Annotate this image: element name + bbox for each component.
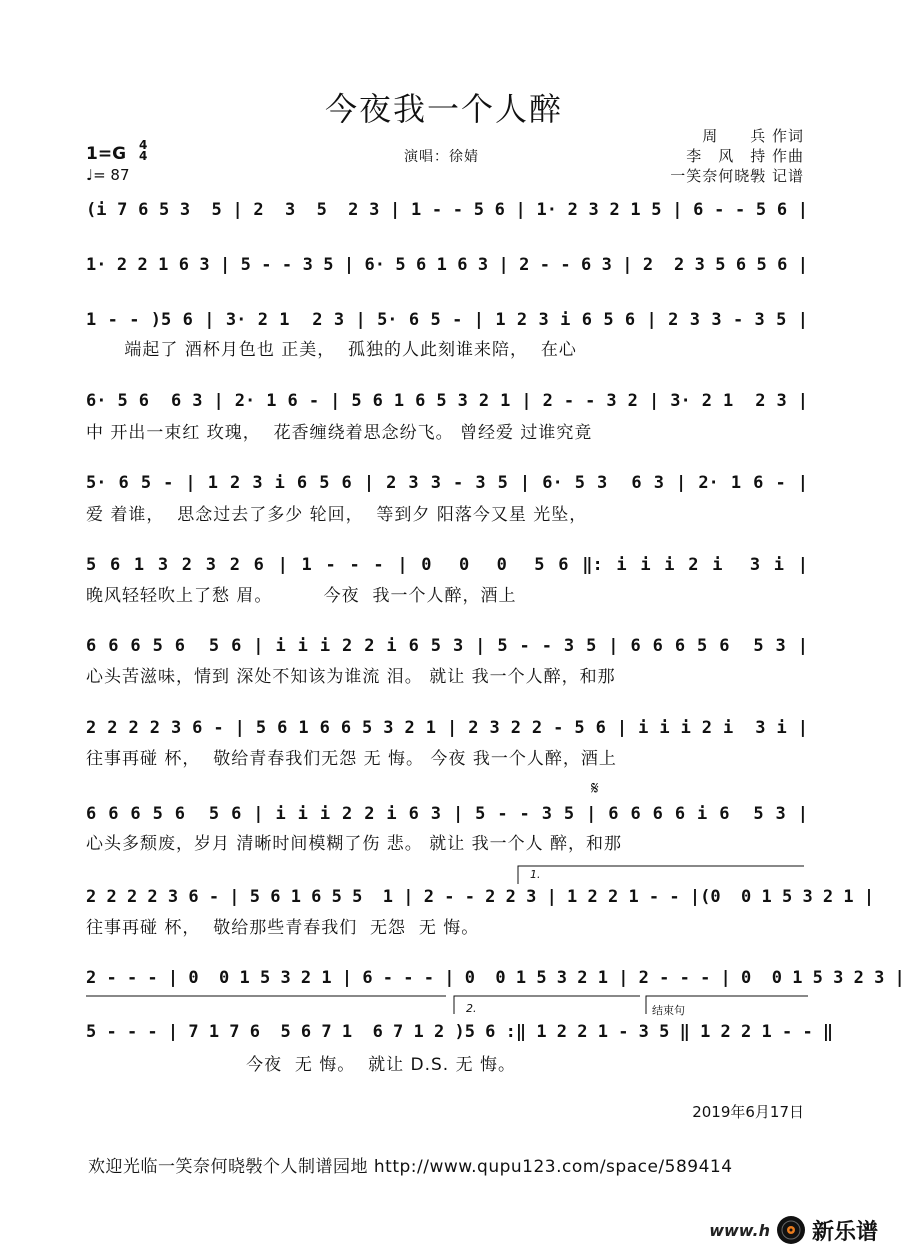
notation-row-3: 1 - - )5 6 | 3· 2 1 2 3 | 5· 6 5 - | 1 2 3 i 6 5 6 | 2 3 3 - 3 5 | [86, 310, 808, 330]
lyric-row-6: 晚风轻轻吹上了愁 眉。 今夜 我一个人醉，酒上 [86, 586, 517, 606]
notation-row-12: 5 - - - | 7 1 7 6 5 6 7 1 6 7 1 2 )5 6 :‖ 1 2 2 1 - 3 5 ‖ 1 2 2 1 - - ‖ [86, 1022, 834, 1042]
composer-credit: 李 风 持 作曲 [686, 147, 804, 165]
notation-row-5: 5· 6 5 - | 1 2 3 i 6 5 6 | 2 3 3 - 3 5 | 6· 5 3 6 3 | 2· 1 6 - | [86, 473, 808, 493]
time-signature-bottom: 4 [139, 149, 148, 163]
notation-row-1: (i 7 6 5 3 5 | 2 3 5 2 3 | 1 - - 5 6 | 1· 2 3 2 1 5 | 6 - - 5 6 | [86, 200, 808, 220]
ending-phrase-label: 结束句 [652, 1004, 685, 1017]
time-signature [139, 140, 147, 162]
lyric-row-12: 今夜 无 悔。 就让 D.S. 无 悔。 [86, 1055, 517, 1075]
notation-row-4: 6· 5 6 6 3 | 2· 1 6 - | 5 6 1 6 5 3 2 1 | 2 - - 3 2 | 3· 2 1 2 3 | [86, 391, 808, 411]
watermark-url: www.h [709, 1220, 770, 1240]
time-signature-top: 4 [139, 138, 148, 152]
footer-text: 欢迎光临一笑奈何晓斅个人制谱园地 http://www.qupu123.com/space/589414 [88, 1157, 733, 1177]
transcription-date: 2019年6月17日 [692, 1103, 804, 1121]
lyric-row-10: 往事再碰 杯， 敬给那些青春我们 无怨 无 悔。 [86, 918, 480, 938]
watermark-brand: 新乐谱 [811, 1219, 878, 1245]
lyric-row-3: 端起了 酒杯月色也 正美， 孤独的人此刻谁来陪， 在心 [86, 340, 577, 360]
first-ending-label: 1. [530, 868, 541, 881]
notation-row-9: 6 6 6 5 6 5 6 | i i i 2 2 i 6 3 | 5 - - 3 5 | 6 6 6 6 i 6 5 3 | [86, 804, 808, 824]
lyric-row-8: 往事再碰 杯， 敬给青春我们无怨 无 悔。 今夜 我一个人醉，酒上 [86, 749, 617, 769]
first-ending-bracket [516, 864, 806, 884]
notation-row-10: 2 2 2 2 3 6 - | 5 6 1 6 5 5 1 | 2 - - 2 2 3 | 1 2 2 1 - - |(0 0 1 5 3 2 1 | [86, 887, 875, 907]
lyric-row-9: 心头多颓废，岁月 清晰时间模糊了伤 悲。 就让 我一个人 醉，和那 [86, 834, 623, 854]
tempo-marking: ♩= 87 [86, 166, 130, 184]
transcriber-credit: 一笑奈何晓斅 记谱 [670, 167, 804, 185]
second-ending-label: 2. [466, 1002, 477, 1015]
notation-row-2: 1· 2 2 1 6 3 | 5 - - 3 5 | 6· 5 6 1 6 3 | 2 - - 6 3 | 2 2 3 5 6 5 6 | [86, 255, 808, 275]
watermark [709, 1212, 878, 1248]
notation-row-7: 6 6 6 5 6 5 6 | i i i 2 2 i 6 5 3 | 5 - - 3 5 | 6 6 6 5 6 5 3 | [86, 636, 808, 656]
notation-row-8: 2 2 2 2 3 6 - | 5 6 1 6 6 5 3 2 1 | 2 3 2 2 - 5 6 | i i i 2 i 3 i | [86, 718, 808, 738]
lyric-row-5: 爱 着谁， 思念过去了多少 轮回， 等到夕 阳落今又星 光坠， [86, 505, 588, 525]
key-signature: 1=G [86, 144, 127, 164]
lyric-row-4: 中 开出一束红 玫瑰， 花香缠绕着思念纷飞。 曾经爱 过谁究竟 [86, 423, 593, 443]
lyricist-credit: 周 兵 作词 [702, 127, 804, 145]
singer-credit: 演唱：徐婧 [404, 149, 479, 165]
second-ending-bracket [86, 994, 808, 1016]
score-title: 今夜我一个人醉 [324, 90, 563, 128]
segno-sign: 𝄋 [591, 778, 599, 799]
lyric-row-7: 心头苦滋味，情到 深处不知该为谁流 泪。 就让 我一个人醉，和那 [86, 667, 616, 687]
notation-row-6: 5 6 1 3 2 3 2 6 | 1 - - - | 0 0 0 5 6 ‖: i i i 2 i 3 i | [86, 555, 808, 575]
record-logo-icon [776, 1215, 806, 1245]
notation-row-11: 2 - - - | 0 0 1 5 3 2 1 | 6 - - - | 0 0 1 5 3 2 1 | 2 - - - | 0 0 1 5 3 2 3 | [86, 968, 905, 988]
